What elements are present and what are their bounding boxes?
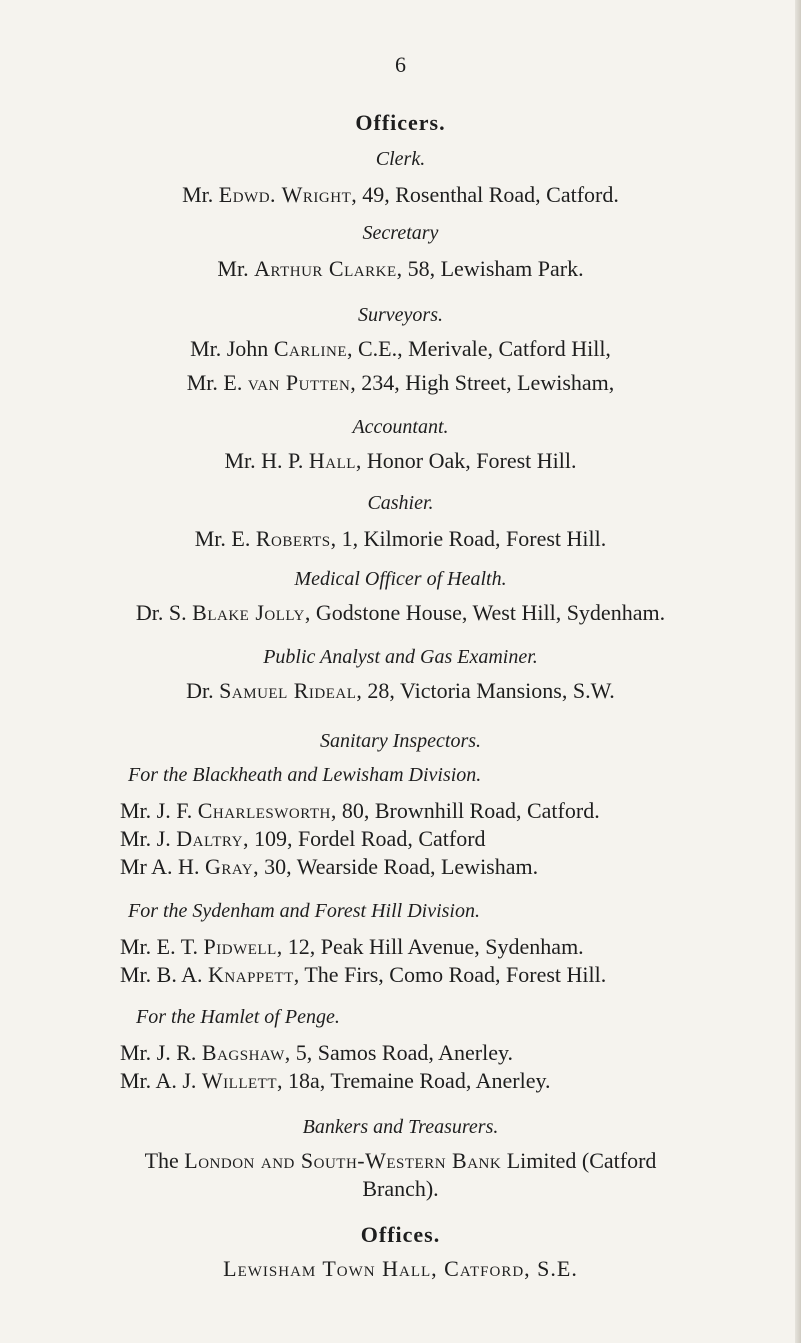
bank-name: London and South-Western Bank [184,1148,502,1173]
inspector-prefix: Mr. B. A. [120,962,203,987]
surveyors-heading: Surveyors. [358,304,443,326]
inspector-prefix: Mr. A. J. [120,1068,197,1093]
inspector-prefix: Mr. J. [120,826,171,851]
inspector-name: Pidwell [203,934,277,959]
secretary-address: , 58, Lewisham Park. [396,256,584,281]
bankers-rest: Limited (Catford [506,1148,657,1173]
inspector-prefix: Mr. E. T. [120,934,199,959]
division-title: For the Sydenham and Forest Hill Division. [128,900,480,922]
accountant-name: Hall [308,448,356,473]
bankers-entry [0,1148,801,1174]
inspector-entry [120,826,486,852]
bankers-prefix: The [144,1148,179,1173]
accountant-heading: Accountant. [352,416,449,438]
public-analyst-heading: Public Analyst and Gas Examiner. [263,646,538,668]
secretary-heading: Secretary [362,222,439,244]
surveyor-name: van Putten [247,370,351,395]
inspector-name: Gray [204,854,254,879]
inspector-address: , 18a, Tremaine Road, Anerley. [277,1068,551,1093]
inspector-entry [120,1068,551,1094]
clerk-name: Edwd. Wright [218,182,352,207]
inspector-address: , 80, Brownhill Road, Catford. [330,798,600,823]
surveyor-prefix: Mr. John [190,336,269,361]
inspector-name: Charlesworth [197,798,331,823]
inspector-prefix: Mr. J. F. [120,798,193,823]
inspector-name: Daltry [176,826,243,851]
secretary-entry [0,256,801,282]
sanitary-inspectors-heading: Sanitary Inspectors. [319,730,482,752]
clerk-address: , 49, Rosenthal Road, Catford. [351,182,619,207]
medical-officer-address: , Godstone House, West Hill, Sydenham. [304,600,666,625]
public-analyst-prefix: Dr. [186,678,214,703]
cashier-address: , 1, Kilmorie Road, Forest Hill. [330,526,607,551]
inspector-name: Willett [201,1068,277,1093]
cashier-heading: Cashier. [367,492,434,514]
inspector-prefix: Mr. J. R. [120,1040,197,1065]
inspector-entry [120,934,584,960]
surveyor-address: , 234, High Street, Lewisham, [350,370,615,395]
surveyor-address: , C.E., Merivale, Catford Hill, [346,336,611,361]
bankers-branch: Branch). [362,1176,439,1201]
cashier-entry [0,526,801,552]
inspector-name: Bagshaw [201,1040,285,1065]
division-title: For the Hamlet of Penge. [136,1006,340,1028]
public-analyst-entry [0,678,801,704]
officers-heading: Officers. [355,110,446,135]
accountant-prefix: Mr. H. P. [224,448,304,473]
clerk-prefix: Mr. [182,182,214,207]
inspector-entry [120,1040,513,1066]
division-title: For the Blackheath and Lewisham Division. [128,764,482,786]
accountant-address: , Honor Oak, Forest Hill. [355,448,577,473]
accountant-entry [0,448,801,474]
surveyor-entry [0,370,801,396]
clerk-entry [0,182,801,208]
page-number: 6 [395,52,406,77]
public-analyst-name: Samuel Rideal [219,678,357,703]
cashier-name: Roberts [255,526,331,551]
medical-officer-entry [0,600,801,626]
inspector-entry [120,798,600,824]
inspector-address: , 5, Samos Road, Anerley. [284,1040,514,1065]
inspector-address: , 109, Fordel Road, Catford [242,826,486,851]
inspector-address: , 12, Peak Hill Avenue, Sydenham. [276,934,584,959]
medical-officer-heading: Medical Officer of Health. [294,568,507,590]
medical-officer-prefix: Dr. S. [135,600,187,625]
offices-heading: Offices. [360,1222,441,1247]
inspector-prefix: Mr A. H. [120,854,200,879]
surveyor-prefix: Mr. E. [186,370,243,395]
cashier-prefix: Mr. E. [194,526,251,551]
inspector-address: , The Firs, Como Road, Forest Hill. [293,962,607,987]
medical-officer-name: Blake Jolly [192,600,305,625]
secretary-name: Arthur Clarke [254,256,397,281]
surveyor-name: Carline [273,336,347,361]
offices-address: Lewisham Town Hall, Catford, S.E. [223,1256,578,1281]
inspector-name: Knappett [208,962,294,987]
public-analyst-address: , 28, Victoria Mansions, S.W. [356,678,615,703]
bankers-heading: Bankers and Treasurers. [302,1116,499,1138]
inspector-entry [120,854,538,880]
surveyor-entry [0,336,801,362]
secretary-prefix: Mr. [217,256,249,281]
clerk-heading: Clerk. [375,148,426,170]
inspector-address: , 30, Wearside Road, Lewisham. [253,854,539,879]
inspector-entry [120,962,606,988]
